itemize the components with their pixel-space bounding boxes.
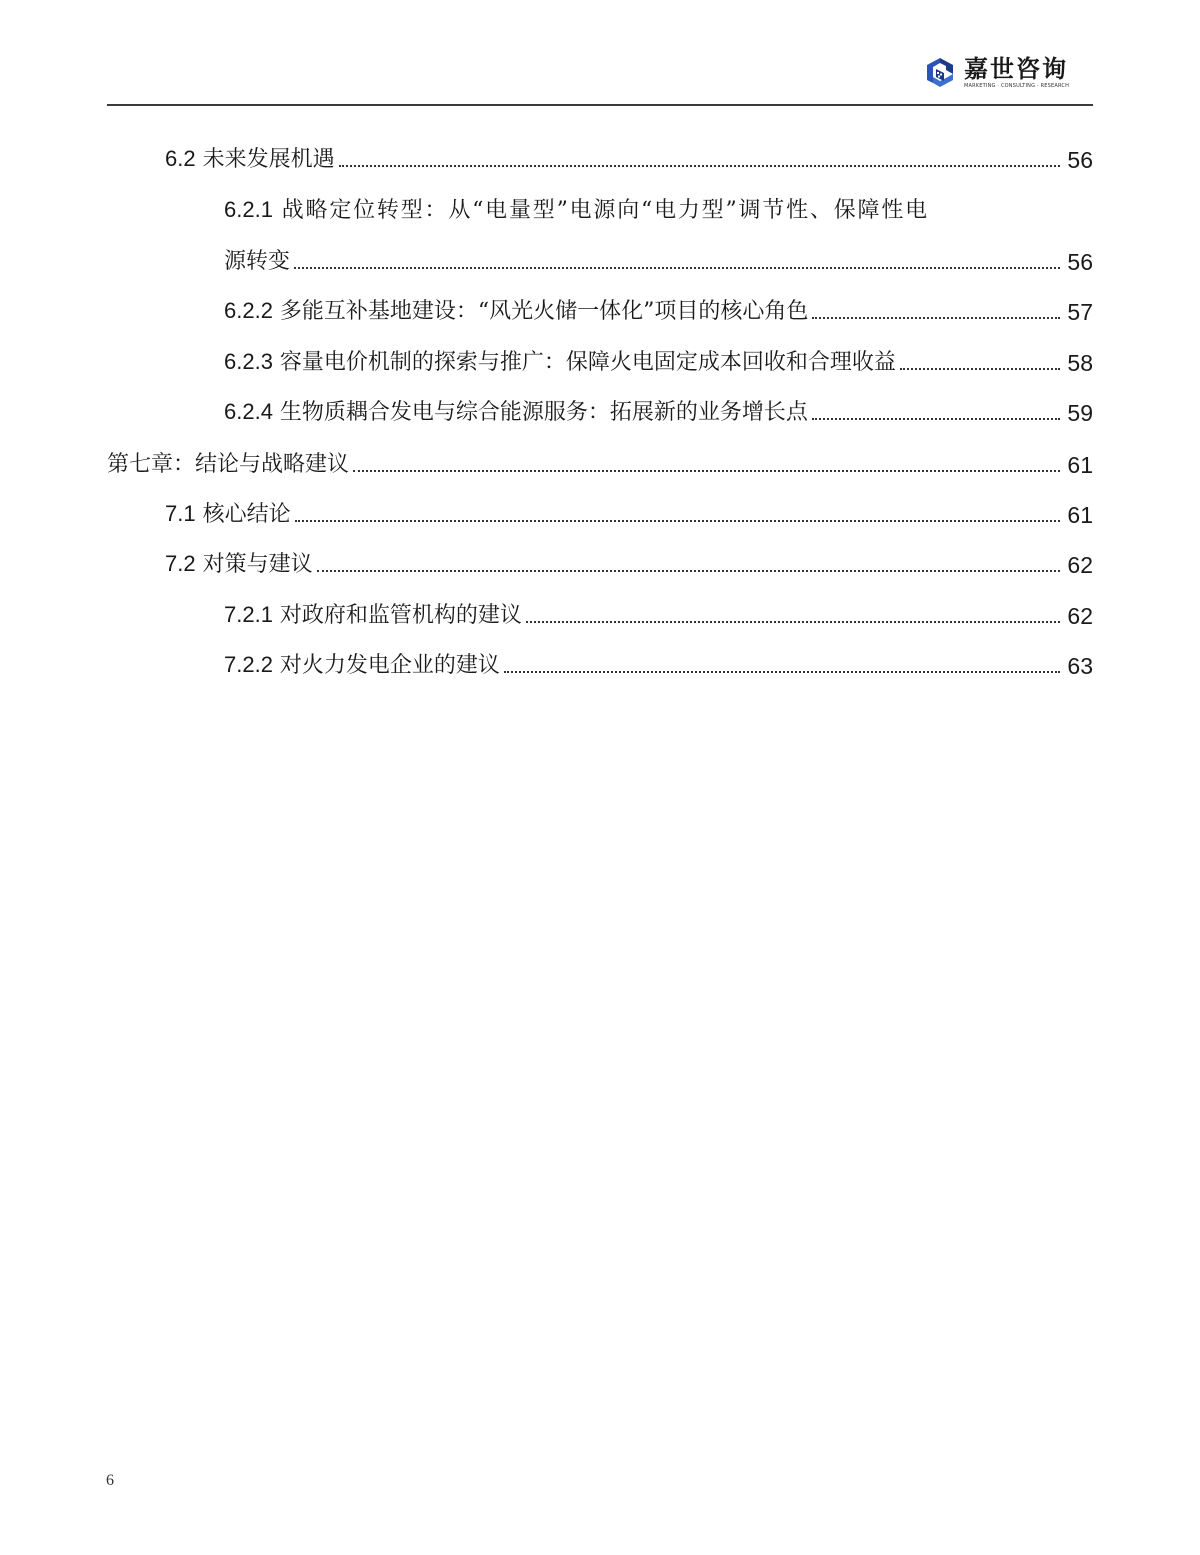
- toc-entry-title: 第七章：结论与战略建议: [107, 452, 350, 477]
- dot-leader: [526, 621, 1060, 623]
- dot-leader: [317, 570, 1060, 572]
- dot-leader: [812, 418, 1060, 420]
- toc-entry-7-1[interactable]: [165, 499, 1093, 529]
- toc-entry-number: 6.2.3: [224, 349, 273, 374]
- toc-entry-6-2[interactable]: [165, 144, 1093, 174]
- toc-entry-title: 源转变: [224, 249, 291, 274]
- toc-entry-title: 多能互补基地建设：“风光火储一体化”项目的核心角色: [272, 299, 809, 324]
- toc-page-number: 63: [1067, 653, 1093, 679]
- jiashi-logo-icon: [922, 56, 958, 92]
- toc-entry-chapter-7[interactable]: [107, 449, 1093, 479]
- header-divider: [107, 104, 1093, 106]
- toc-entry-title: 容量电价机制的探索与推广：保障火电固定成本回收和合理收益: [272, 350, 896, 375]
- toc-page-number: 56: [1067, 249, 1093, 275]
- toc-entry-number: 7.2: [165, 551, 196, 576]
- toc-entry-6-2-3[interactable]: [224, 347, 1093, 377]
- toc-entry-title: 对政府和监管机构的建议: [272, 603, 522, 628]
- toc-page-number: 61: [1067, 452, 1093, 478]
- toc-entry-title-line1: 战略定位转型：从“电量型”电源向“电力型”调节性、保障性电: [272, 198, 929, 223]
- toc-entry-number: 7.1: [165, 501, 196, 526]
- toc-entry-number: 6.2: [165, 146, 196, 171]
- toc-entry-6-2-2[interactable]: [224, 296, 1093, 326]
- toc-page-number: 56: [1067, 147, 1093, 173]
- brand-logo: [922, 56, 1069, 92]
- dot-leader: [900, 368, 1060, 370]
- toc-page-number: 61: [1067, 502, 1093, 528]
- toc-entry-number: 7.2.1: [224, 602, 273, 627]
- dot-leader: [295, 520, 1060, 522]
- dot-leader: [339, 165, 1060, 167]
- dot-leader: [812, 317, 1060, 319]
- toc-entry-7-2-1[interactable]: [224, 600, 1093, 630]
- toc-entry-title: 生物质耦合发电与综合能源服务：拓展新的业务增长点: [272, 400, 808, 425]
- toc-entry-7-2[interactable]: [165, 549, 1093, 579]
- dot-leader: [353, 470, 1060, 472]
- toc-entry-7-2-2[interactable]: [224, 650, 1093, 680]
- toc-entry-title: 对策与建议: [195, 552, 313, 577]
- page-header: [0, 0, 1200, 110]
- toc-entry-6-2-1-line1[interactable]: [224, 195, 929, 226]
- brand-tagline: MARKETING · CONSULTING · RESEARCH: [964, 82, 1070, 89]
- toc-page-number: 62: [1067, 552, 1093, 578]
- toc-entry-number: 6.2.4: [224, 399, 273, 424]
- toc-entry-title: 对火力发电企业的建议: [272, 653, 500, 678]
- dot-leader: [504, 671, 1060, 673]
- toc-entry-number: 6.2.1: [224, 197, 273, 222]
- toc-page-number: 62: [1067, 603, 1093, 629]
- toc-entry-number: 7.2.2: [224, 652, 273, 677]
- brand-name: 嘉世咨询: [964, 54, 1068, 83]
- toc-page-number: 59: [1067, 400, 1093, 426]
- toc-page-number: 58: [1067, 350, 1093, 376]
- toc-entry-title: 未来发展机遇: [195, 147, 335, 172]
- toc-entry-number: 6.2.2: [224, 298, 273, 323]
- toc-entry-title: 核心结论: [195, 502, 291, 527]
- dot-leader: [294, 267, 1060, 269]
- toc-entry-6-2-4[interactable]: [224, 397, 1093, 427]
- toc-entry-6-2-1[interactable]: [224, 246, 1093, 276]
- page-number: 6: [106, 1472, 114, 1489]
- toc-page-number: 57: [1067, 299, 1093, 325]
